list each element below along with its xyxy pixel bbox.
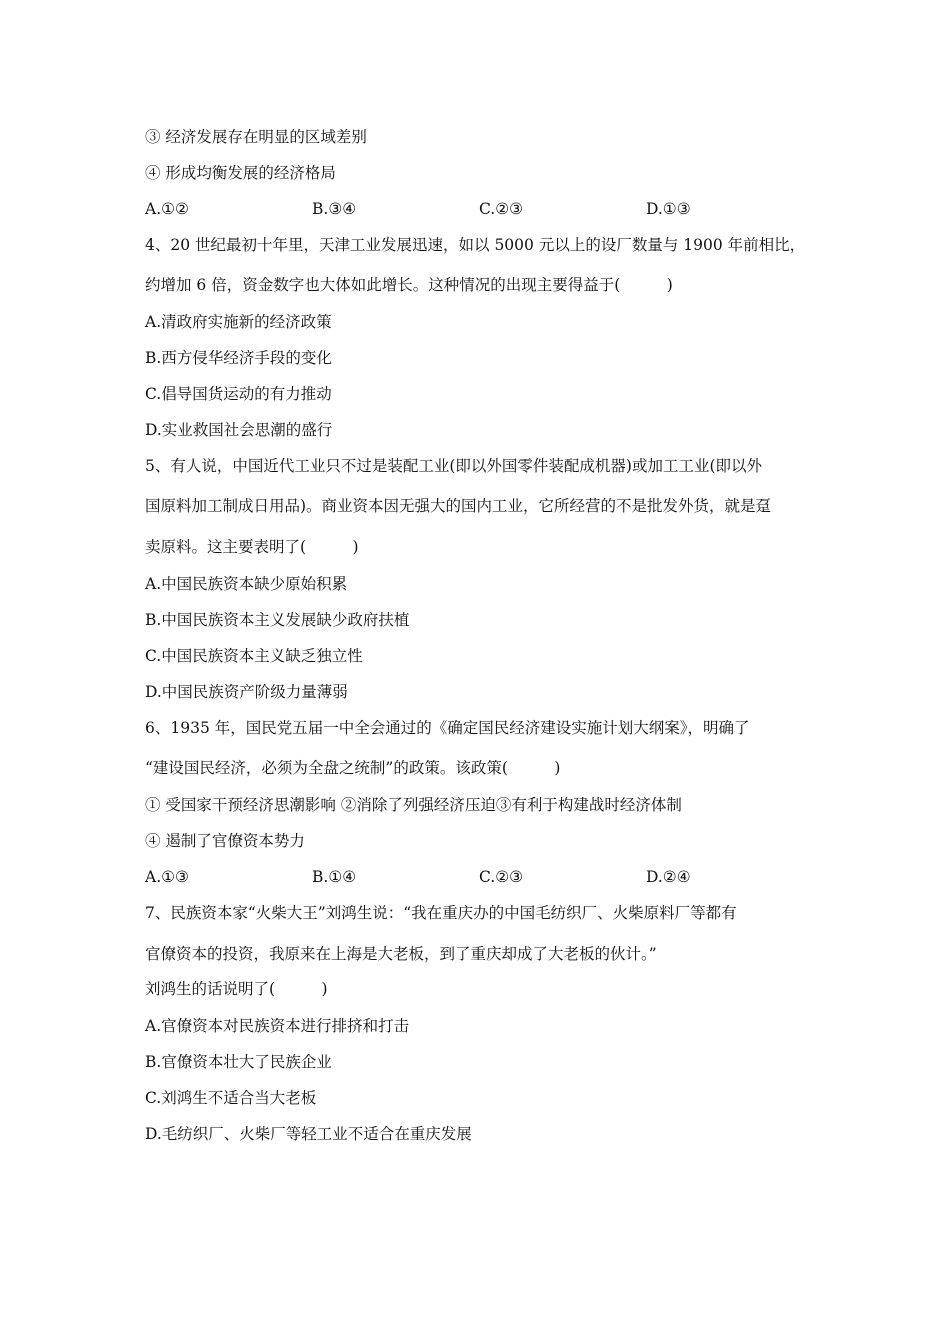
option-d: D.②④ — [646, 868, 691, 886]
option-c: C.②③ — [479, 868, 524, 886]
question-stem: 卖原料。这主要表明了( ) — [145, 538, 359, 556]
question-stem: “建设国民经济，必须为全盘之统制”的政策。该政策( ) — [145, 759, 561, 777]
option-d: D.①③ — [646, 200, 691, 218]
option-b: B.西方侵华经济手段的变化 — [145, 349, 332, 367]
question-stem: 官僚资本的投资，我原来在上海是大老板，到了重庆却成了大老板的伙计。” — [145, 945, 657, 963]
option-a: A.中国民族资本缺少原始积累 — [145, 575, 348, 593]
option-a: A.官僚资本对民族资本进行排挤和打击 — [145, 1017, 410, 1035]
option-b: B.官僚资本壮大了民族企业 — [145, 1053, 332, 1071]
question-stem: 6、1935 年，国民党五届一中全会通过的《确定国民经济建设实施计划大纲案》，明确了 — [145, 719, 750, 737]
option-d: D.中国民族资产阶级力量薄弱 — [145, 683, 348, 701]
option-b: B.中国民族资本主义发展缺少政府扶植 — [145, 611, 410, 629]
option-b: B.③④ — [312, 200, 357, 218]
option-a: A.①② — [145, 200, 189, 218]
option-a: A.清政府实施新的经济政策 — [145, 313, 332, 331]
option-c: C.②③ — [479, 200, 524, 218]
question-stem: 7、民族资本家“火柴大王”刘鸿生说：“我在重庆办的中国毛纺织厂、火柴原料厂等都有 — [145, 904, 737, 922]
option-c: C.刘鸿生不适合当大老板 — [145, 1089, 317, 1107]
question-stem: 刘鸿生的话说明了( ) — [145, 980, 328, 998]
option-c: C.中国民族资本主义缺乏独立性 — [145, 647, 363, 665]
question-stem: 国原料加工制成日用品)。商业资本因无强大的国内工业，它所经营的不是批发外货，就是趸 — [145, 497, 772, 515]
option-a: A.①③ — [145, 868, 189, 886]
option-d: D.实业救国社会思潮的盛行 — [145, 421, 333, 439]
statement-4: ④ 形成均衡发展的经济格局 — [145, 164, 336, 182]
option-c: C.倡导国货运动的有力推动 — [145, 385, 332, 403]
question-stem: 约增加 6 倍，资金数字也大体如此增长。这种情况的出现主要得益于( ) — [145, 276, 673, 294]
question-stem: 4、20 世纪最初十年里，天津工业发展迅速，如以 5000 元以上的设厂数量与 1900 年前相比， — [145, 236, 806, 254]
statement-4: ④ 遏制了官僚资本势力 — [145, 832, 305, 850]
statement-3: ③ 经济发展存在明显的区域差别 — [145, 128, 367, 146]
question-stem: 5、有人说，中国近代工业只不过是装配工业(即以外国零件装配成机器)或加工工业(即以外 — [145, 457, 763, 475]
statements: ① 受国家干预经济思潮影响 ②消除了列强经济压迫③有利于构建战时经济体制 — [145, 796, 682, 814]
option-b: B.①④ — [312, 868, 357, 886]
option-d: D.毛纺织厂、火柴厂等轻工业不适合在重庆发展 — [145, 1125, 472, 1143]
